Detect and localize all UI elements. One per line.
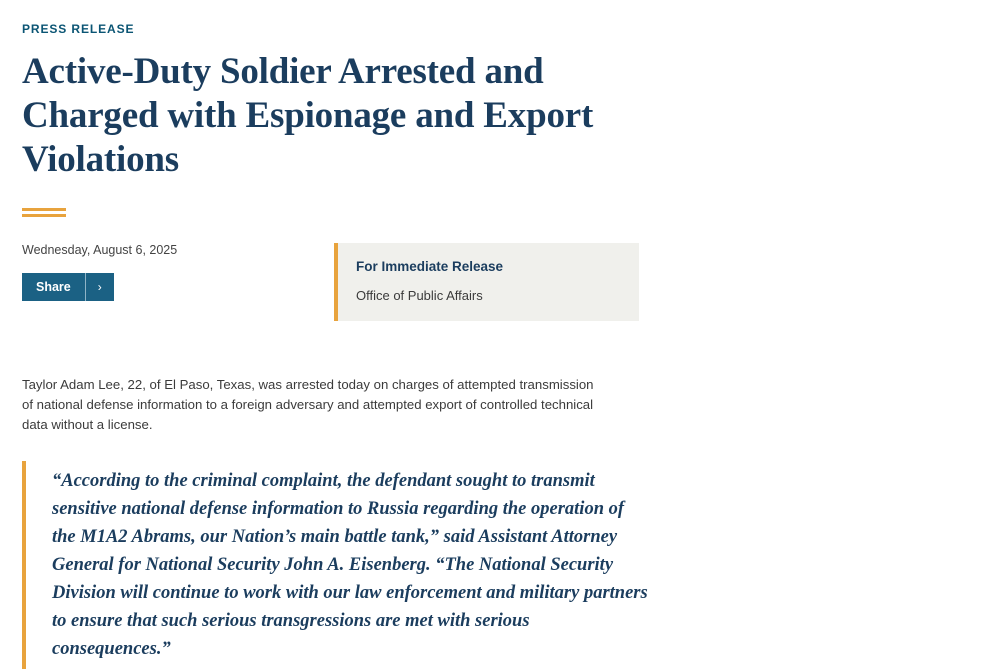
lede-paragraph: Taylor Adam Lee, 22, of El Paso, Texas, was arrested today on charges of attempted transmission of national defense information to a foreign adversary and attempted export of controlled technical data without a license. xyxy=(22,377,594,432)
divider-bar-top xyxy=(22,208,66,211)
share-button-label: Share xyxy=(22,273,85,301)
divider-bar-bottom xyxy=(22,214,66,217)
page-title: Active-Duty Soldier Arrested and Charged with Espionage and Export Violations xyxy=(22,51,594,180)
pull-quote xyxy=(22,461,652,669)
meta-row xyxy=(22,243,1000,321)
chevron-right-icon[interactable]: › xyxy=(85,273,114,301)
meta-left-column xyxy=(22,243,334,301)
publish-date: Wednesday, August 6, 2025 xyxy=(22,243,178,257)
pull-quote-text: “According to the criminal complaint, the defendant sought to transmit sensitive national defense information to Russia regarding the operation of the M1A2 Abrams, our Nation’s main battle tank,” said Assistant Attorney General for National Security John A. Eisenberg. “The National Security Division will continue to work with our law enforcement and military partners to ensure that such serious transgressions are met with serious consequences.” xyxy=(52,471,648,659)
eyebrow-label: PRESS RELEASE xyxy=(22,22,135,36)
share-button[interactable] xyxy=(22,273,114,301)
for-immediate-release-box xyxy=(334,243,639,321)
release-box-title: For Immediate Release xyxy=(356,259,504,274)
release-box-office: Office of Public Affairs xyxy=(356,288,483,303)
gold-divider xyxy=(22,208,66,217)
